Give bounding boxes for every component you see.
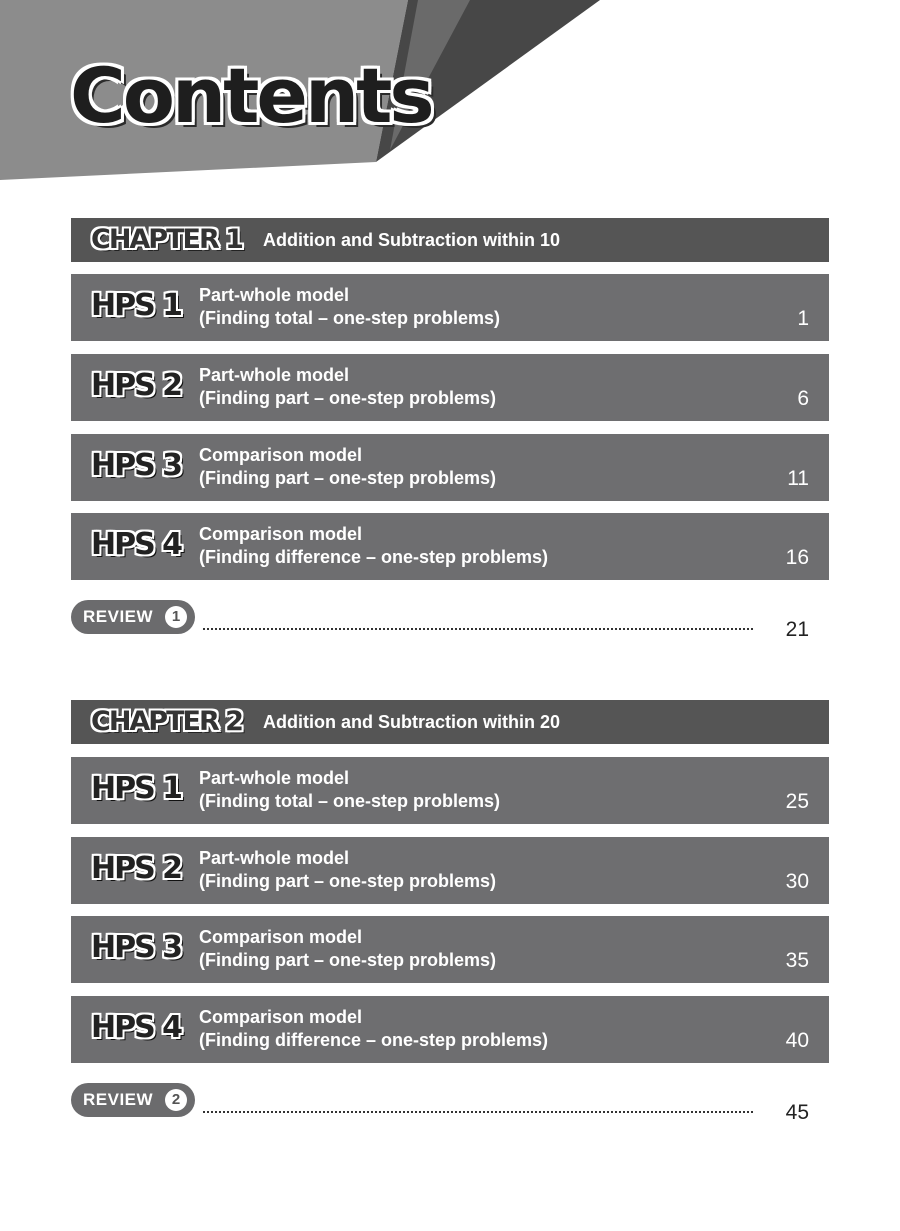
lesson-line-2: (Finding difference – one-step problems) [199, 1030, 549, 1050]
page-number: 21 [785, 618, 809, 641]
review-label: REVIEW [83, 607, 154, 626]
review-number: 2 [165, 1089, 187, 1111]
page-number: 6 [797, 387, 809, 410]
chapter-title: Addition and Subtraction within 20 [263, 712, 560, 732]
lesson-badge: HPS 3 [91, 448, 182, 483]
lesson-badge: HPS 2 [91, 368, 182, 403]
lesson-entry[interactable] [71, 837, 829, 904]
lesson-badge: HPS 1 [91, 288, 182, 323]
lesson-badge: HPS 4 [91, 1010, 182, 1045]
lesson-line-1: Part-whole model [199, 285, 350, 305]
page-number: 45 [785, 1101, 809, 1124]
review-entry[interactable] [71, 1083, 829, 1127]
page-number: 16 [785, 546, 809, 569]
page-number: 35 [785, 949, 809, 972]
page-number: 25 [785, 790, 809, 813]
chapter-title: Addition and Subtraction within 10 [263, 230, 560, 250]
lesson-line-2: (Finding total – one-step problems) [199, 791, 500, 811]
lesson-title [199, 284, 500, 330]
lesson-entry[interactable] [71, 757, 829, 824]
lesson-line-2: (Finding total – one-step problems) [199, 308, 500, 328]
page-title: Contents [70, 51, 432, 140]
lesson-line-1: Part-whole model [199, 365, 350, 385]
lesson-badge: HPS 2 [91, 851, 182, 886]
review-label: REVIEW [83, 1090, 154, 1109]
chapter-badge: CHAPTER 2 [91, 706, 242, 737]
lesson-line-2: (Finding part – one-step problems) [199, 950, 497, 970]
chapter-badge: CHAPTER 1 [91, 224, 242, 255]
lesson-entry[interactable] [71, 916, 829, 983]
lesson-entry[interactable] [71, 513, 829, 580]
lesson-line-2: (Finding part – one-step problems) [199, 388, 497, 408]
lesson-title [199, 364, 496, 410]
review-badge [71, 1083, 195, 1117]
lesson-title [199, 847, 496, 893]
lesson-line-1: Part-whole model [199, 848, 350, 868]
page-number: 30 [785, 870, 809, 893]
lesson-line-1: Comparison model [199, 524, 363, 544]
lesson-title [199, 523, 548, 569]
lesson-badge: HPS 3 [91, 930, 182, 965]
lesson-line-1: Part-whole model [199, 768, 350, 788]
lesson-line-1: Comparison model [199, 445, 363, 465]
chapter-header-2 [71, 700, 829, 744]
lesson-badge: HPS 1 [91, 771, 182, 806]
lesson-title [199, 444, 496, 490]
review-badge [71, 600, 195, 634]
page-number: 40 [785, 1029, 809, 1052]
chapter-header-1 [71, 218, 829, 262]
lesson-title [199, 767, 500, 813]
review-number: 1 [165, 606, 187, 628]
lesson-line-1: Comparison model [199, 1007, 363, 1027]
lesson-entry[interactable] [71, 354, 829, 421]
lesson-entry[interactable] [71, 996, 829, 1063]
lesson-line-2: (Finding part – one-step problems) [199, 468, 497, 488]
dotted-leader [203, 628, 753, 630]
lesson-title [199, 926, 496, 972]
lesson-line-1: Comparison model [199, 927, 363, 947]
lesson-entry[interactable] [71, 274, 829, 341]
lesson-line-2: (Finding part – one-step problems) [199, 871, 497, 891]
lesson-title [199, 1006, 548, 1052]
page-number: 11 [787, 467, 809, 490]
review-entry[interactable] [71, 600, 829, 644]
lesson-badge: HPS 4 [91, 527, 182, 562]
dotted-leader [203, 1111, 753, 1113]
lesson-line-2: (Finding difference – one-step problems) [199, 547, 549, 567]
page-number: 1 [797, 307, 809, 330]
lesson-entry[interactable] [71, 434, 829, 501]
